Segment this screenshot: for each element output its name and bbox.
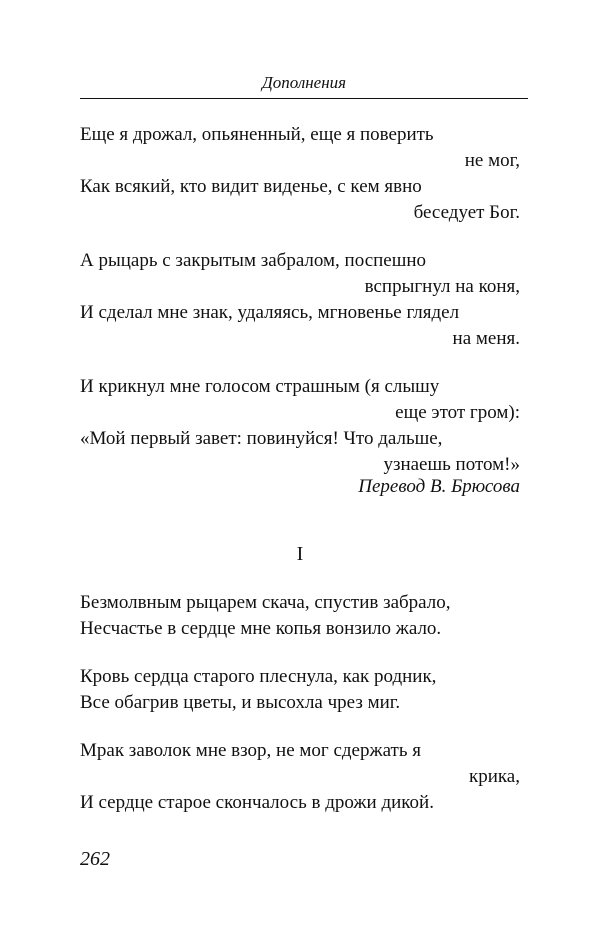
verse-line-continuation: вспрыгнул на коня,	[364, 276, 520, 297]
verse-line: Мрак заволок мне взор, не мог сдержать я	[80, 740, 422, 761]
verse-line-continuation: крика,	[468, 766, 520, 787]
verse-line: Безмолвным рыцарем скача, спустив забрало,	[80, 592, 451, 613]
stanza	[80, 590, 520, 642]
verse-line-continuation: на меня.	[452, 328, 520, 349]
verse-line: Все обагрив цветы, и высохла чрез миг.	[80, 692, 401, 713]
stanza	[80, 374, 520, 478]
verse-line: И крикнул мне голосом страшным (я слышу	[80, 376, 440, 397]
stanza	[80, 248, 520, 352]
verse-line: Еще я дрожал, опьяненный, еще я поверить	[80, 124, 434, 145]
page-number: 262	[80, 848, 110, 870]
verse-line: Как всякий, кто видит виденье, с кем явно	[80, 176, 422, 197]
verse-line: «Мой первый завет: повинуйся! Что дальше,	[80, 428, 443, 449]
section-number: I	[296, 543, 304, 565]
verse-line-continuation: беседует Бог.	[413, 202, 520, 223]
verse-line-continuation: узнаешь потом!»	[383, 454, 520, 475]
stanza	[80, 664, 520, 716]
stanza	[80, 738, 520, 816]
verse-line-continuation: не мог,	[464, 150, 520, 171]
poem-top	[80, 122, 520, 478]
verse-line: И сердце старое скончалось в дрожи дикой.	[80, 792, 434, 813]
poem-bottom	[80, 590, 520, 816]
verse-line-continuation: еще этот гром):	[395, 402, 520, 423]
translator-attribution: Перевод В. Брюсова	[358, 476, 520, 497]
verse-line: Кровь сердца старого плеснула, как родник,	[80, 666, 437, 687]
stanza	[80, 122, 520, 226]
verse-line: И сделал мне знак, удаляясь, мгновенье глядел	[80, 302, 460, 323]
header-rule	[80, 98, 528, 99]
verse-line: А рыцарь с закрытым забралом, поспешно	[80, 250, 427, 271]
running-head: Дополнения	[261, 73, 347, 92]
verse-line: Несчастье в сердце мне копья вонзило жало.	[80, 618, 442, 639]
